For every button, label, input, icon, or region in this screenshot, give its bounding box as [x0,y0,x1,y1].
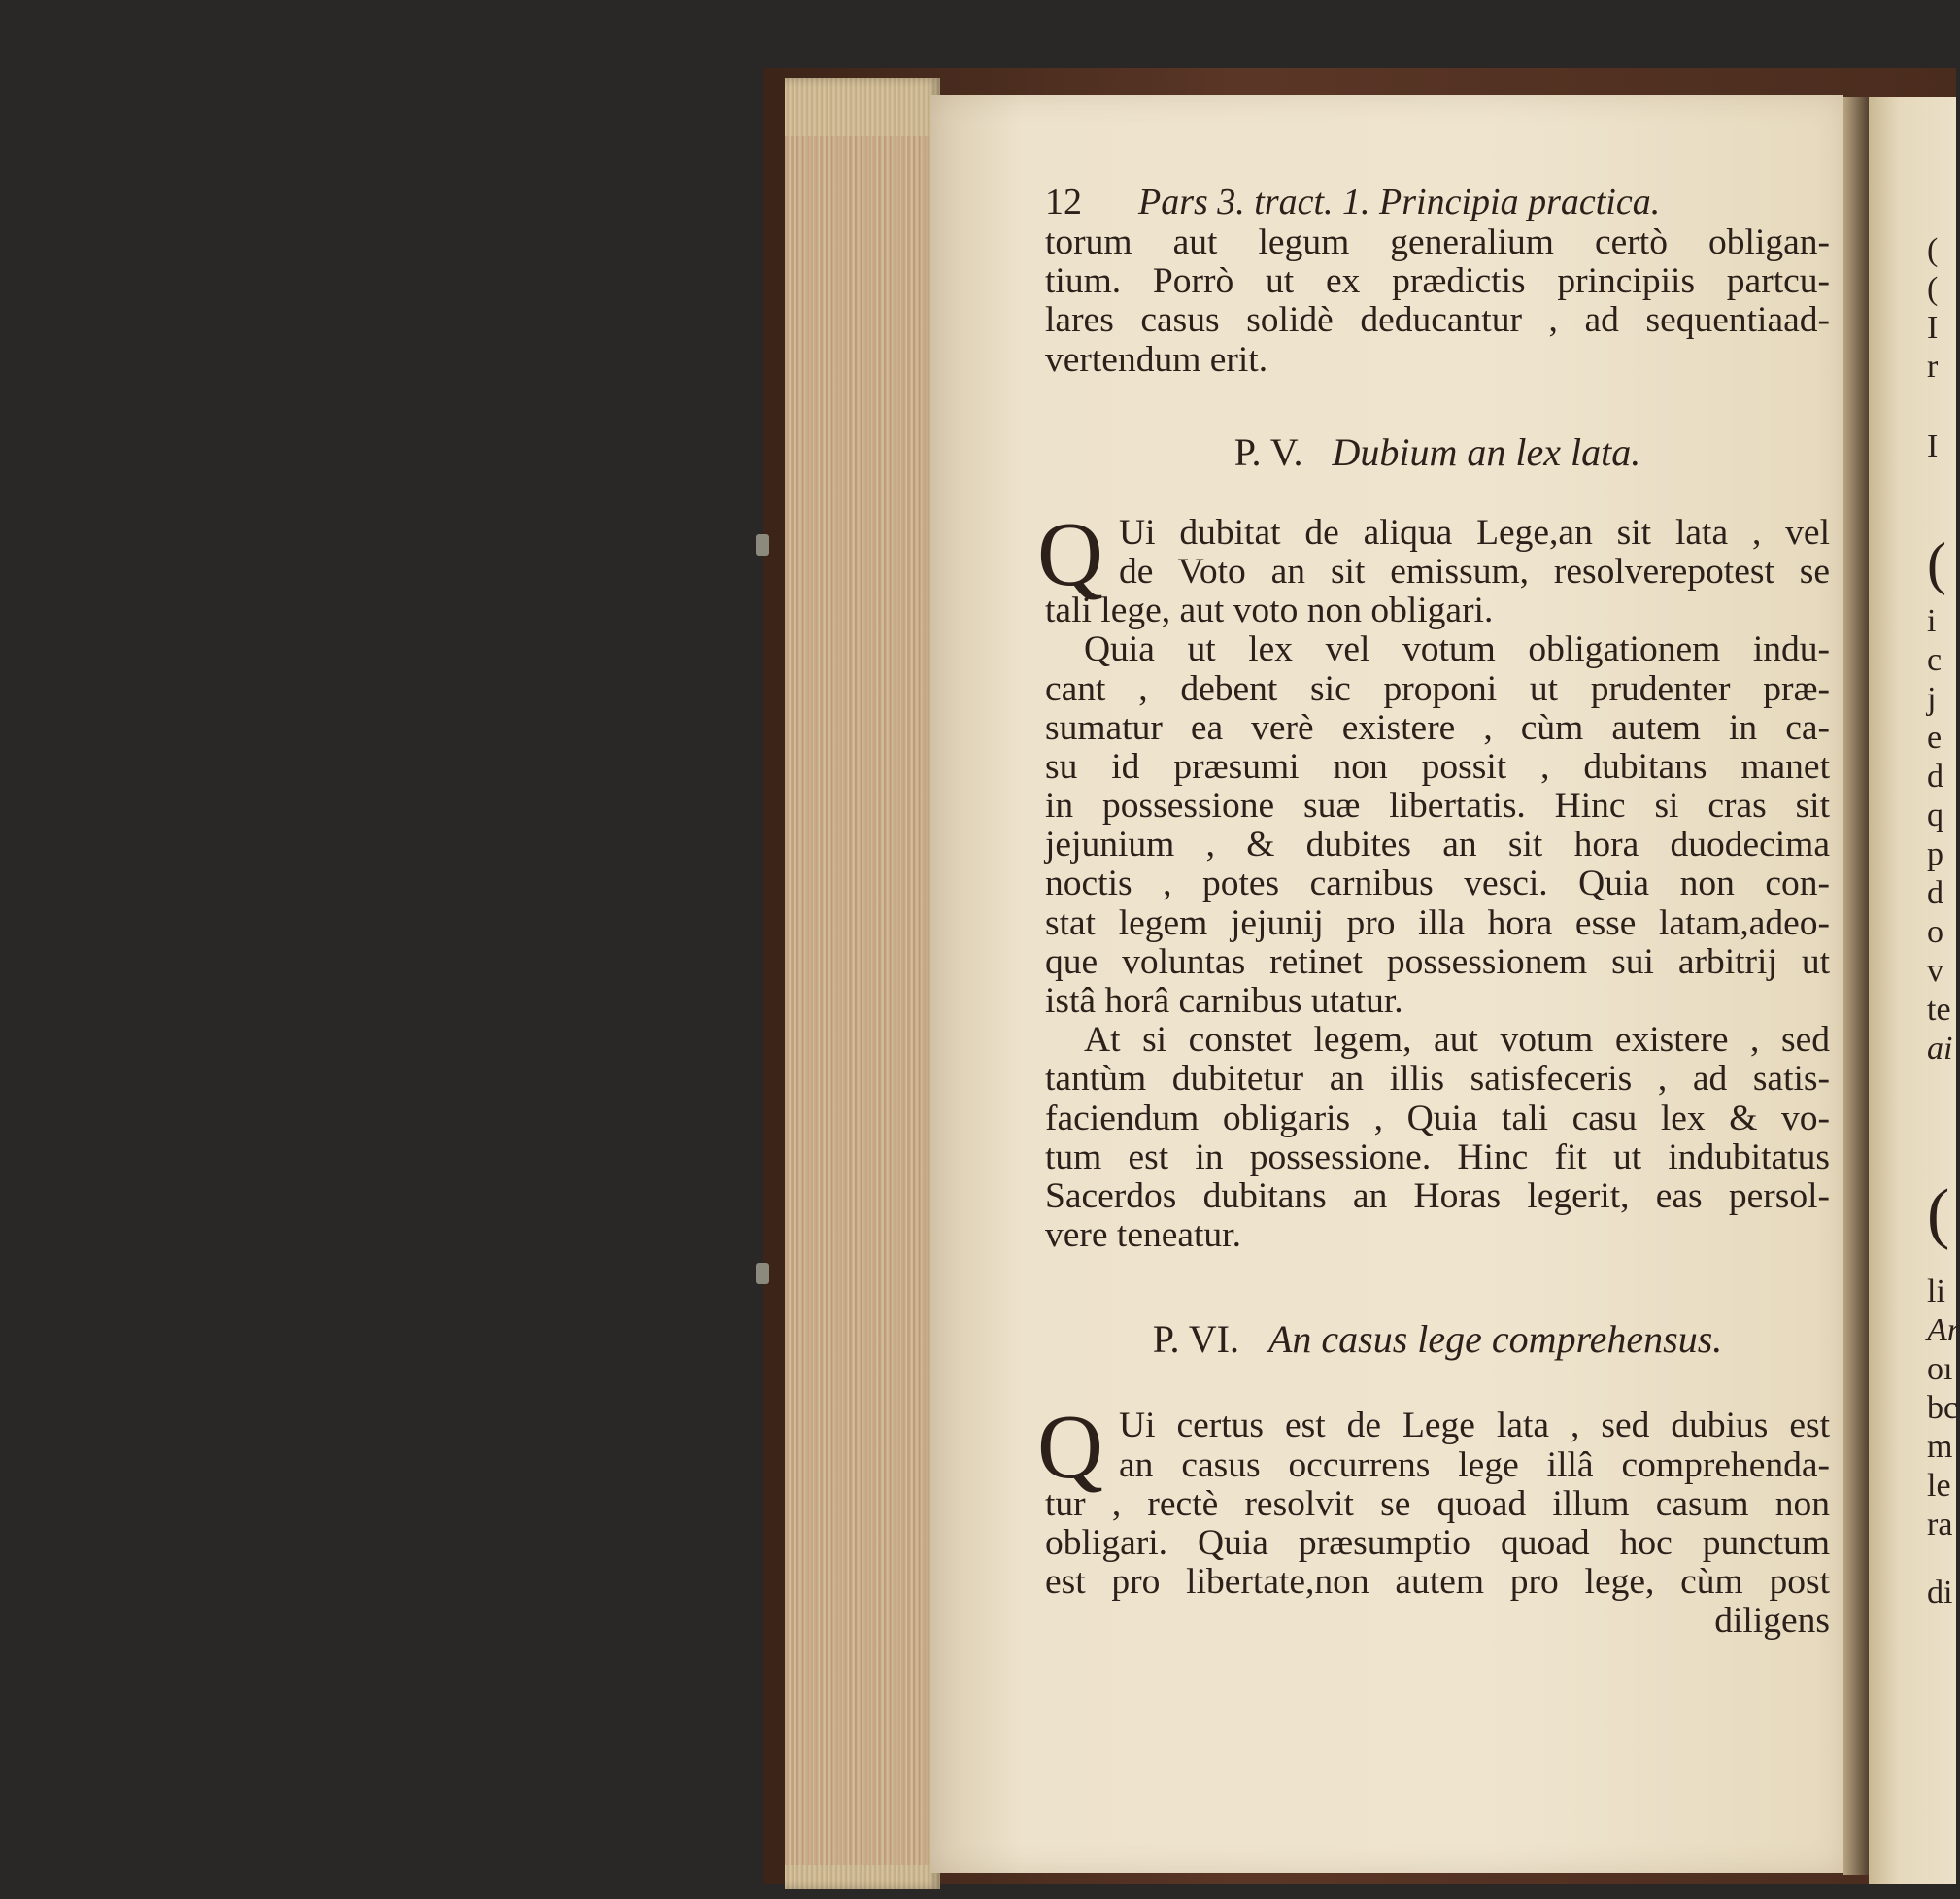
text-line: que voluntas retinet possessionem sui arbitrij ut [1045,941,1830,982]
paragraph [1045,1021,1830,1255]
text-line: tur , rectè resolvit se quoad illum casum non [1045,1483,1830,1524]
text-line: noctis , potes carnibus vesci. Quia non con- [1045,864,1830,904]
running-header [1045,181,1830,223]
section-heading-vi [1045,1311,1830,1368]
intro-paragraph [1045,223,1830,380]
text-line: tali lege, aut voto non obligari. [1045,591,1494,631]
page-edges [785,78,940,1889]
text-line: Ui certus est de Lege lata , sed dubius est [1119,1406,1830,1446]
section-heading-v [1045,424,1830,481]
fragment: ai [1927,1031,1953,1067]
fragment: le [1927,1468,1951,1504]
fragment: v [1927,953,1943,989]
dropcap: Q [1037,503,1103,605]
catchword: diligens [1714,1601,1830,1642]
text-line: Sacerdos dubitans an Horas legerit, eas persol- [1045,1175,1830,1216]
fragment: ( [1927,271,1939,307]
fragment: i [1927,603,1937,639]
fragment: ( [1927,531,1946,595]
fragment: p [1927,836,1943,872]
fragment: oı [1927,1351,1953,1387]
fragment: q [1927,797,1943,833]
text-line: obligari. Quia præsumptio quoad hoc punctum [1045,1522,1830,1563]
fragment: I [1927,310,1939,346]
clasp-top [756,534,769,556]
paragraph [1037,503,1830,631]
fragment: d [1927,759,1943,795]
text-line: an casus occurrens lege illâ comprehenda- [1119,1444,1830,1485]
fragment: bc [1927,1390,1959,1426]
text-line: Ui dubitat de aliqua Lege,an sit lata , vel [1119,512,1830,553]
fragment: c [1927,642,1943,678]
text-line: su id præsumi non possit , dubitans manet [1045,746,1830,787]
gutter [1843,97,1871,1875]
text-line: tum est in possessione. Hinc fit ut indubitatus [1045,1136,1830,1177]
fragment: ( [1927,1176,1950,1251]
fragment: ra [1927,1507,1953,1543]
fragment: m [1927,1429,1953,1465]
fragment: ( [1927,232,1939,268]
text-line: in possessione suæ libertatis. Hinc si cras sit [1045,786,1830,827]
text-line: Quia ut lex vel votum obligationem indu- [1084,629,1830,670]
fragment: Ar [1927,1312,1960,1348]
fragment: te [1927,992,1951,1028]
dropcap: Q [1037,1397,1103,1499]
text-line: vertendum erit. [1045,339,1268,380]
fragment: j [1927,681,1937,717]
page-number: 12 [1045,182,1082,222]
text-line: lares casus solidè deducantur , ad sequentiaad- [1045,300,1830,341]
section-title: An casus lege comprehensus. [1267,1317,1723,1362]
fragment: o [1927,914,1943,950]
fragment: I [1927,428,1939,464]
text-line: At si constet legem, aut votum existere , sed [1084,1020,1830,1061]
section-label: P. V. [1233,429,1303,474]
text-line: sumatur ea verè existere , cùm autem in ca- [1045,707,1830,748]
text-line: stat legem jejunij pro illa hora esse latam,adeo- [1045,902,1830,943]
text-line: faciendum obligaris , Quia tali casu lex & vo- [1045,1098,1830,1138]
text-line: tantùm dubitetur an illis satisfeceris , ad satis- [1045,1059,1830,1100]
text-line: de Voto an sit emissum, resolverepotest se [1119,551,1830,592]
fragment: e [1927,720,1943,756]
paragraph [1045,630,1830,1021]
page-text [1037,181,1830,1642]
clasp-bottom [756,1263,769,1284]
text-line: torum aut legum generalium certò obligan- [1045,222,1830,262]
fragment: r [1927,349,1939,385]
section-title: Dubium an lex lata. [1332,429,1641,474]
text-line: istâ horâ carnibus utatur. [1045,981,1403,1021]
paragraph [1037,1397,1830,1642]
text-line: cant , debent sic proponi ut prudenter præ- [1045,668,1830,709]
text-line: tium. Porrò ut ex prædictis principiis partcu- [1045,261,1830,302]
fragment: d [1927,875,1943,911]
running-title: Pars 3. tract. 1. Principia practica. [1138,182,1661,222]
fragment: di [1927,1575,1953,1611]
text-line: jejunium , & dubites an sit hora duodecima [1045,825,1830,865]
fragment: li [1927,1273,1945,1309]
text-line: est pro libertate,non autem pro lege, cùm post [1045,1562,1830,1603]
section-label: P. VI. [1152,1317,1239,1362]
text-line: vere teneatur. [1045,1215,1241,1256]
